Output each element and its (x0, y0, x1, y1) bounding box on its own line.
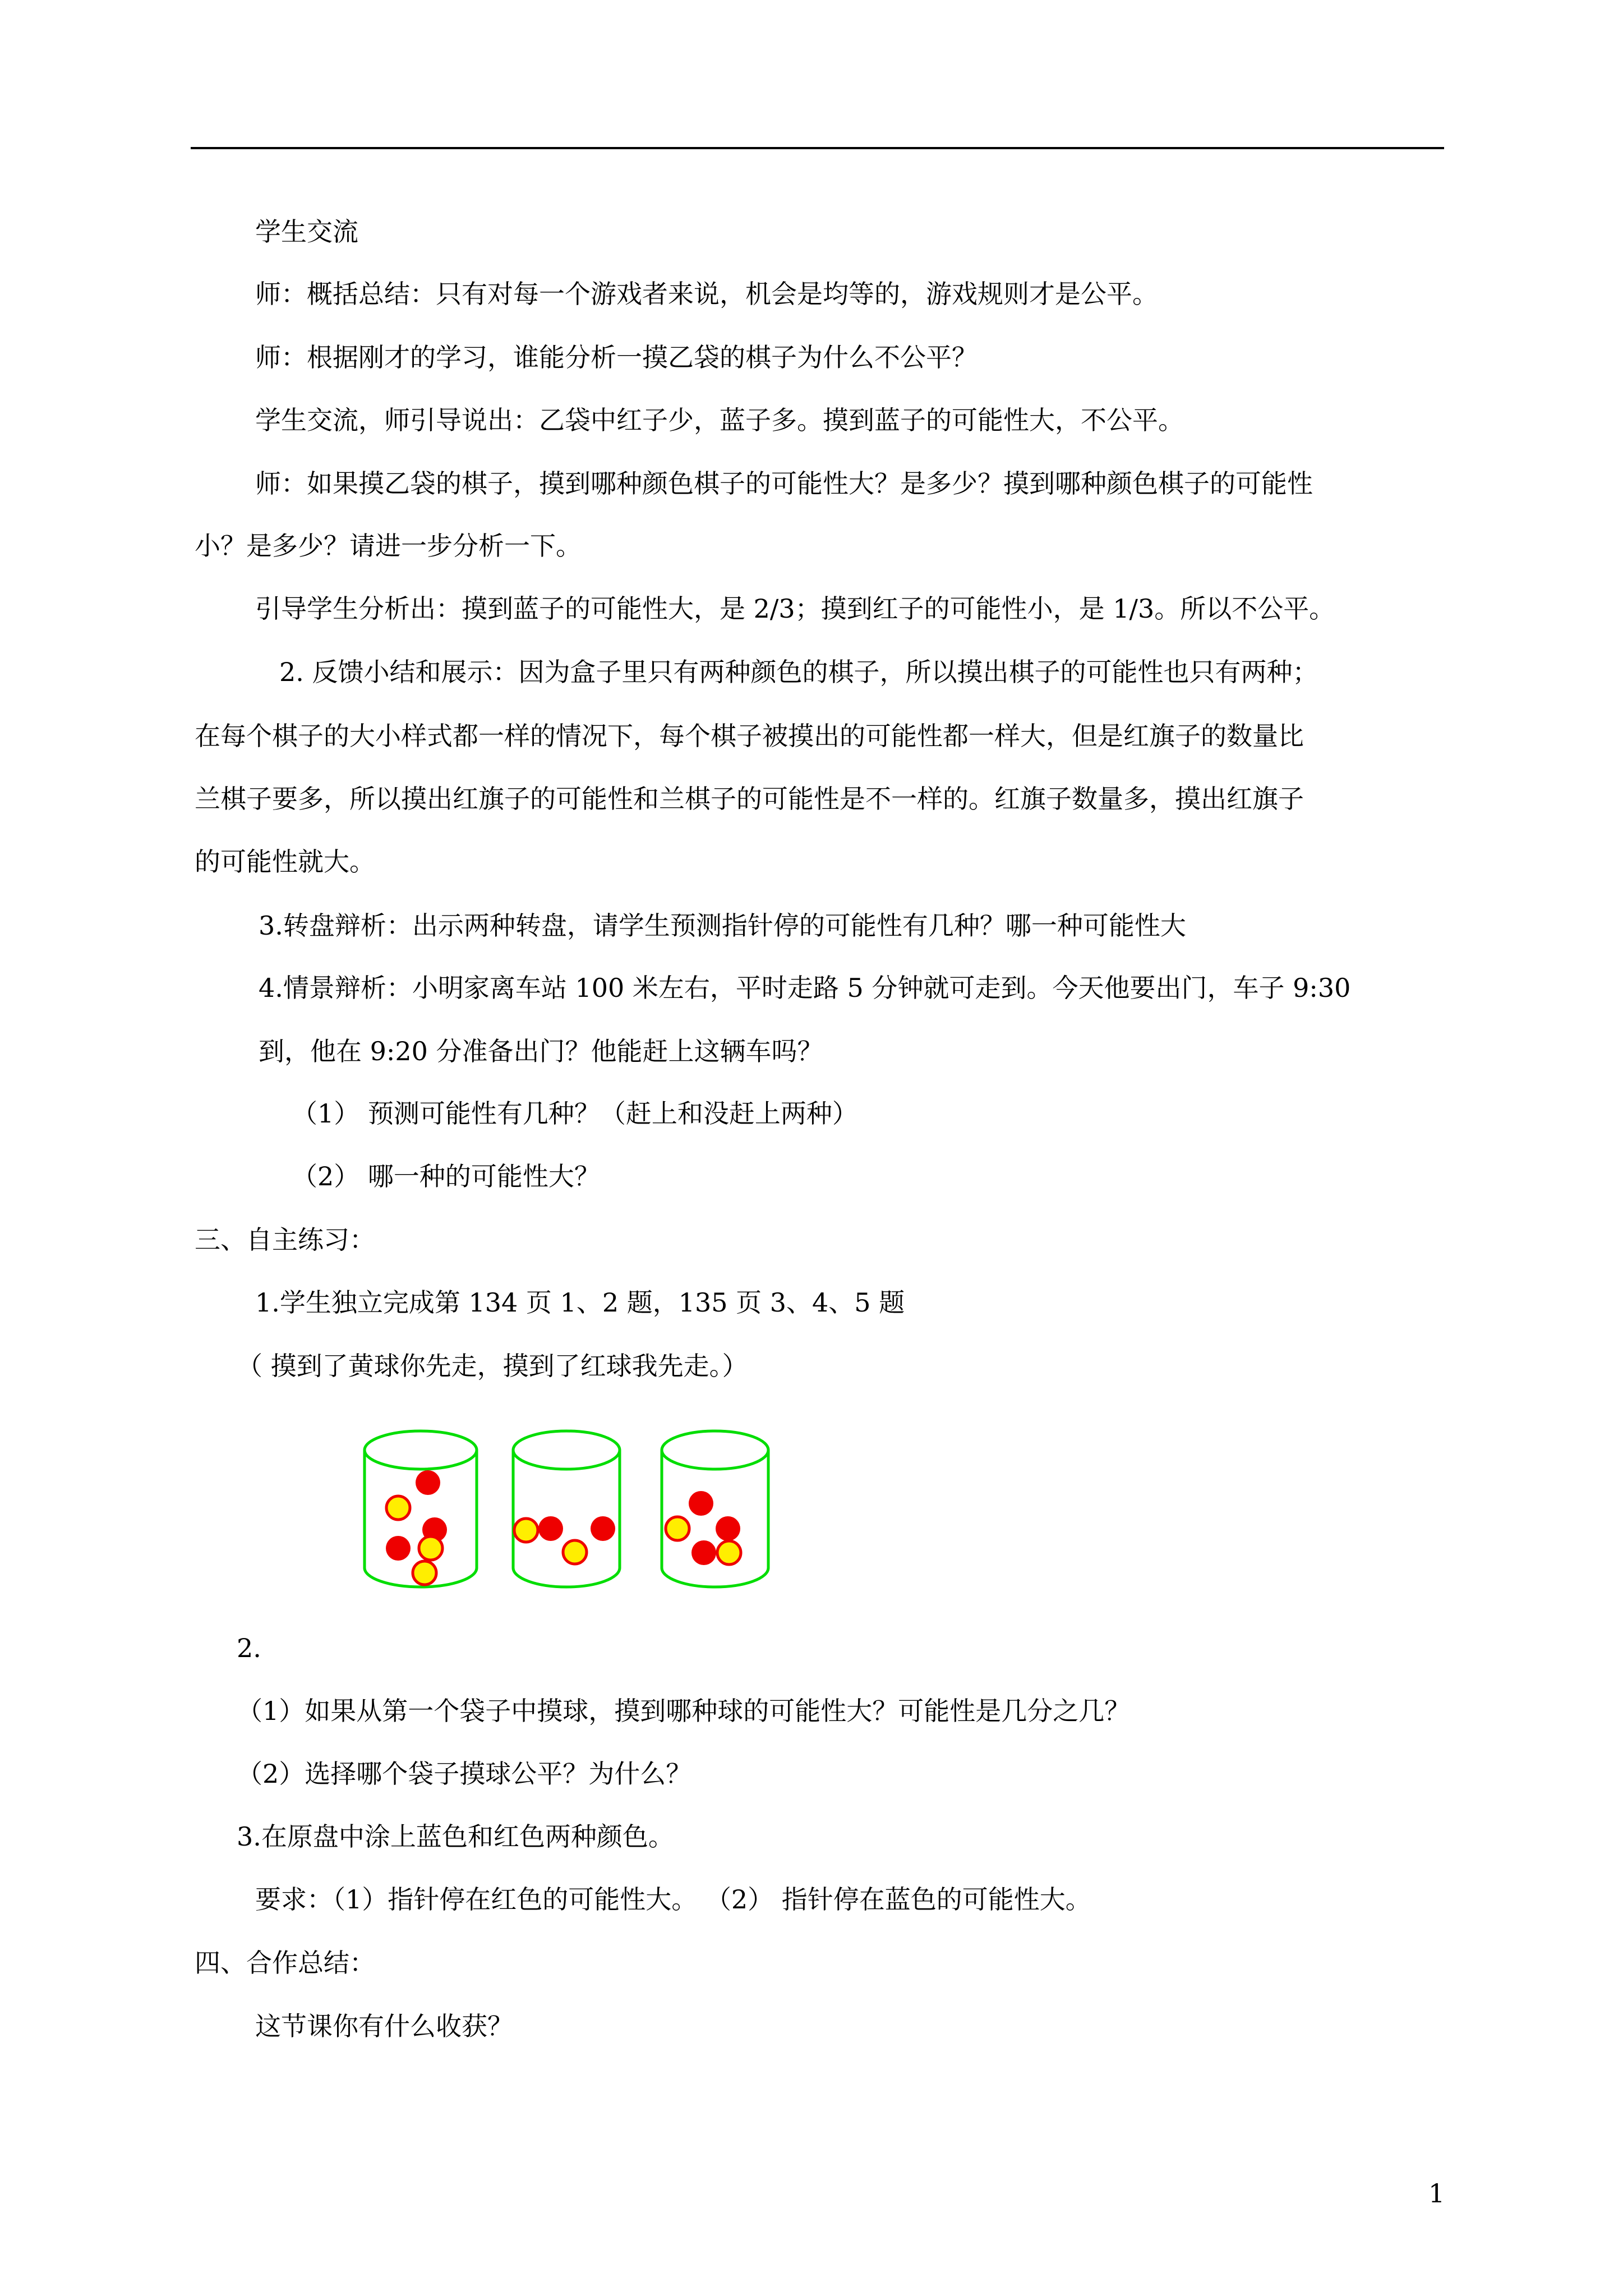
para-line: 要求：（1）指针停在红色的可能性大。 （2） 指针停在蓝色的可能性大。 (255, 1884, 1091, 1915)
cup-1 (365, 1431, 477, 1587)
para-line: （ 摸到了黄球你先走，摸到了红球我先走。） (237, 1351, 748, 1381)
page-number: 1 (1428, 2178, 1445, 2208)
red-ball (416, 1470, 440, 1495)
red-ball (716, 1516, 740, 1541)
red-ball (691, 1540, 716, 1565)
para-line: 1.学生独立完成第 134 页 1、2 题，135 页 3、4、5 题 (255, 1287, 905, 1318)
para-line: 在每个棋子的大小样式都一样的情况下，每个棋子被摸出的可能性都一样大，但是红旗子的数量比 (195, 721, 1304, 751)
para-line: 4.情景辩析：小明家离车站 100 米左右，平时走路 5 分钟就可走到。今天他要出门，车子 9:30 (259, 973, 1351, 1003)
para-line: 师：概括总结：只有对每一个游戏者来说，机会是均等的，游戏规则才是公平。 (255, 279, 1158, 309)
yellow-ball (413, 1561, 436, 1585)
red-ball (591, 1516, 615, 1541)
cup-rim (513, 1431, 620, 1469)
para-line: （2） 哪一种的可能性大？ (292, 1161, 600, 1191)
red-ball (386, 1536, 411, 1561)
section-heading: 四、合作总结： (195, 1948, 375, 1978)
yellow-ball (666, 1517, 689, 1540)
para-line: 3.在原盘中涂上蓝色和红色两种颜色。 (237, 1821, 674, 1852)
cup-2 (513, 1431, 620, 1587)
para-line: 学生交流，师引导说出：乙袋中红子少，蓝子多。摸到蓝子的可能性大，不公平。 (255, 405, 1184, 435)
para-line: 到，他在 9:20 分准备出门？他能赶上这辆车吗？ (259, 1036, 823, 1066)
section-heading: 三、自主练习： (195, 1225, 375, 1255)
para-line: 这节课你有什么收获？ (255, 2011, 513, 2041)
red-ball (538, 1516, 563, 1541)
para-line: 2. (237, 1633, 261, 1663)
para-line: 学生交流 (255, 217, 358, 247)
cup-3 (662, 1431, 768, 1587)
para-line: 引导学生分析出：摸到蓝子的可能性大，是 2/3；摸到红子的可能性小，是 1/3。所以不公平。 (255, 593, 1335, 624)
para-line: （1）如果从第一个袋子中摸球，摸到哪种球的可能性大？可能性是几分之几？ (237, 1696, 1131, 1726)
yellow-ball (717, 1541, 741, 1565)
red-ball (689, 1491, 713, 1516)
header-rule (191, 147, 1444, 149)
cup-rim (662, 1431, 768, 1469)
cup-rim (365, 1431, 477, 1469)
para-line: 小？是多少？请进一步分析一下。 (195, 531, 582, 561)
para-line: 2. 反馈小结和展示：因为盒子里只有两种颜色的棋子，所以摸出棋子的可能性也只有两种； (279, 657, 1318, 687)
yellow-ball (419, 1536, 442, 1560)
para-line: 师：根据刚才的学习，谁能分析一摸乙袋的棋子为什么不公平？ (255, 342, 978, 372)
yellow-ball (514, 1519, 538, 1542)
para-line: 师：如果摸乙袋的棋子，摸到哪种颜色棋子的可能性大？是多少？摸到哪种颜色棋子的可能性 (255, 468, 1313, 499)
para-line: （1） 预测可能性有几种？（赶上和没赶上两种） (292, 1098, 858, 1129)
para-line: 兰棋子要多，所以摸出红旗子的可能性和兰棋子的可能性是不一样的。红旗子数量多，摸出红旗子 (195, 784, 1304, 814)
yellow-ball (386, 1496, 410, 1520)
para-line: 3.转盘辩析：出示两种转盘，请学生预测指针停的可能性有几种？哪一种可能性大 (259, 910, 1186, 941)
ball-cups-illustration (348, 1425, 780, 1593)
yellow-ball (563, 1540, 587, 1564)
para-line: （2）选择哪个袋子摸球公平？为什么？ (237, 1759, 692, 1789)
para-line: 的可能性就大。 (195, 846, 375, 877)
